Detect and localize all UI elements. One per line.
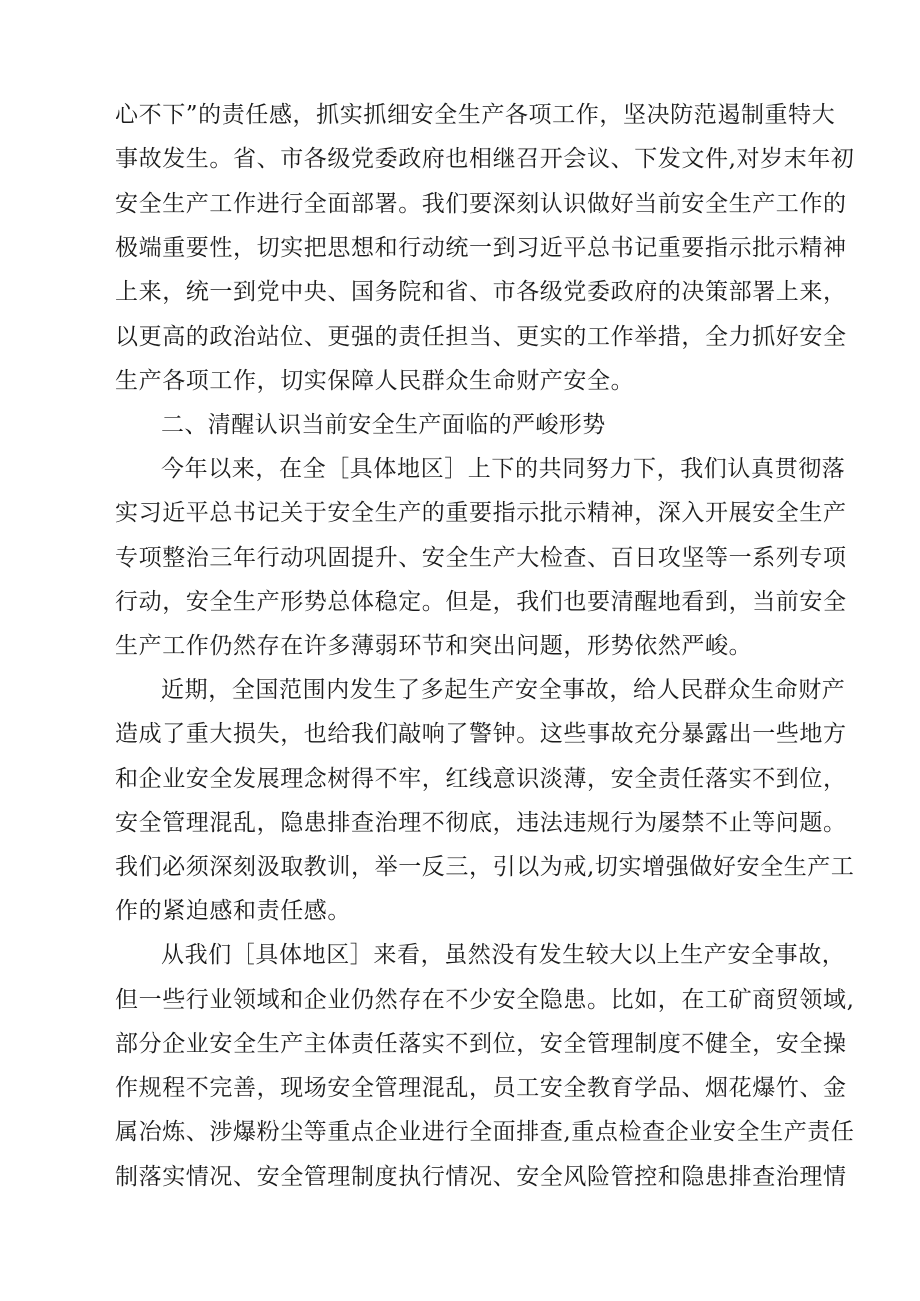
paragraph-first-line: 近期，全国范围内发生了多起生产安全事故，给人民群众生命财产 xyxy=(161,677,846,703)
body-line: 实习近平总书记关于安全生产的重要指示批示精神，深入开展安全生产 xyxy=(115,500,847,526)
body-line: 我们必须深刻汲取教训，举一反三，引以为戒,切实增强做好安全生产工 xyxy=(115,854,855,880)
body-line: 生产工作仍然存在许多薄弱环节和突出问题，形势依然严峻。 xyxy=(115,633,753,659)
body-line: 事故发生。省、市各级党委政府也相继召开会议、下发文件,对岁末年初 xyxy=(115,146,855,172)
body-line: 安全管理混乱，隐患排查治理不彻底，违法违规行为屡禁不止等问题。 xyxy=(115,810,847,836)
body-line: 造成了重大损失，也给我们敲响了警钟。这些事故充分暴露出一些地方 xyxy=(115,721,847,747)
body-line: 制落实情况、安全管理制度执行情况、安全风险管控和隐患排查治理情 xyxy=(115,1164,847,1190)
paragraph-first-line: 今年以来，在全［具体地区］上下的共同努力下，我们认真贯彻落 xyxy=(161,456,846,482)
body-line: 生产各项工作，切实保障人民群众生命财产安全。 xyxy=(115,368,635,394)
body-line: 属冶炼、涉爆粉尘等重点企业进行全面排查,重点检查企业安全生产责任 xyxy=(115,1119,855,1145)
body-line: 但一些行业领域和企业仍然存在不少安全隐患。比如，在工矿商贸领域, xyxy=(115,987,855,1013)
section-heading: 二、清醒认识当前安全生产面临的严峻形势 xyxy=(161,412,606,438)
body-line: 行动，安全生产形势总体稳定。但是，我们也要清醒地看到，当前安全 xyxy=(115,589,847,615)
body-line: 专项整治三年行动巩固提升、安全生产大检查、百日攻坚等一系列专项 xyxy=(115,545,847,571)
body-line: 极端重要性，切实把思想和行动统一到习近平总书记重要指示批示精神 xyxy=(115,235,847,261)
body-line: 和企业安全发展理念树得不牢，红线意识淡薄，安全责任落实不到位， xyxy=(115,766,847,792)
body-line: 作的紧迫感和责任感。 xyxy=(115,898,351,924)
body-line: 上来，统一到党中央、国务院和省、市各级党委政府的决策部署上来， xyxy=(115,279,847,305)
body-line: 安全生产工作进行全面部署。我们要深刻认识做好当前安全生产工作的 xyxy=(115,191,847,217)
body-line: 以更高的政治站位、更强的责任担当、更实的工作举措，全力抓好安全 xyxy=(115,324,847,350)
body-line: 心不下”的责任感，抓实抓细安全生产各项工作，坚决防范遏制重特大 xyxy=(115,102,836,128)
paragraph-first-line: 从我们［具体地区］来看，虽然没有发生较大以上生产安全事故， xyxy=(161,942,846,968)
body-line: 部分企业安全生产主体责任落实不到位，安全管理制度不健全，安全操 xyxy=(115,1031,847,1057)
body-line: 作规程不完善，现场安全管理混乱，员工安全教育学品、烟花爆竹、金 xyxy=(115,1075,847,1101)
